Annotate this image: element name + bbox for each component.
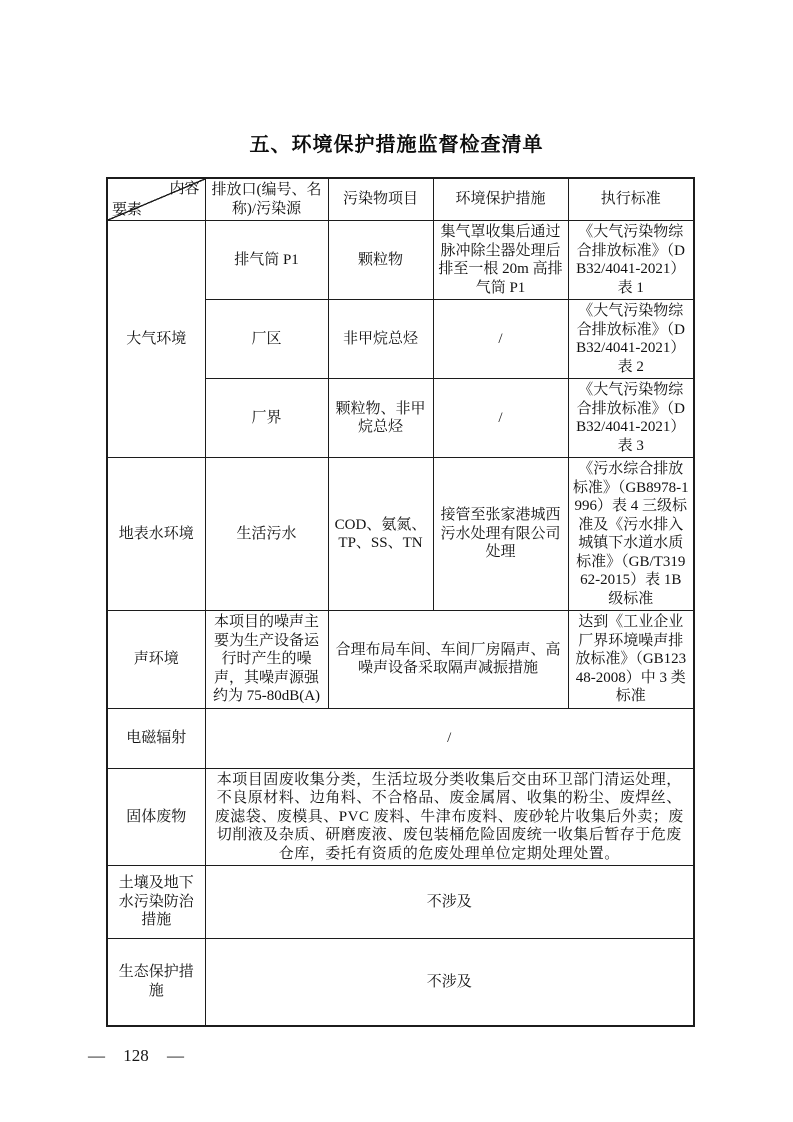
table-row-solid-waste [107, 768, 694, 866]
table-row-noise [107, 611, 694, 709]
cell-factor-noise: 声环境 [107, 611, 205, 709]
cell-factor-emr: 电磁辐射 [107, 708, 205, 768]
corner-label-factor: 要素 [112, 201, 143, 218]
cell-air1-standard: 《大气污染物综合排放标准》（DB32/4041-2021）表 1 [568, 221, 694, 300]
header-pollutant: 污染物项目 [328, 178, 433, 221]
corner-label-content: 内容 [169, 181, 200, 197]
cell-noise-measure: 合理布局车间、车间厂房隔声、高噪声设备采取隔声减振措施 [328, 611, 568, 709]
cell-ecology-value: 不涉及 [205, 939, 694, 1026]
cell-air2-outlet: 厂区 [205, 300, 328, 379]
header-outlet: 排放口(编号、名称)/污染源 [205, 178, 328, 221]
cell-noise-source: 本项目的噪声主要为生产设备运行时产生的噪声，其噪声源强约为 75-80dB(A) [205, 611, 328, 709]
cell-factor-soil: 土壤及地下水污染防治措施 [107, 866, 205, 939]
page-number: — 128 — [88, 1046, 184, 1065]
cell-noise-standard: 达到《工业企业厂界环境噪声排放标准》（GB12348-2008）中 3 类标准 [568, 611, 694, 709]
cell-water-outlet: 生活污水 [205, 458, 328, 611]
cell-air2-pollutant: 非甲烷总烃 [328, 300, 433, 379]
table-header-row [107, 178, 694, 221]
cell-air3-pollutant: 颗粒物、非甲烷总烃 [328, 379, 433, 458]
corner-header-cell [107, 178, 205, 221]
header-measure: 环境保护措施 [433, 178, 568, 221]
cell-air1-outlet: 排气筒 P1 [205, 221, 328, 300]
header-standard: 执行标准 [568, 178, 694, 221]
cell-water-standard: 《污水综合排放标准》（GB8978-1996）表 4 三级标准及《污水排入城镇下水道水质标准》（GB/T31962-2015）表 1B 级标准 [568, 458, 694, 611]
cell-factor-solid-waste: 固体废物 [107, 768, 205, 866]
page-title: 五、环境保护措施监督检查清单 [249, 134, 544, 156]
cell-soil-value: 不涉及 [205, 866, 694, 939]
cell-solid-waste-value: 本项目固废收集分类，生活垃圾分类收集后交由环卫部门清运处理，不良原材料、边角料、不合格品、废金属屑、收集的粉尘、废焊丝、废滤袋、废模具、PVC 废料、牛津布废料、废砂轮片收集后外卖；废切削液及杂质、研磨废液、废包装桶危险固废统一收集后暂存于危废仓库，委托有资质的危废处理单位定期处理处置。 [205, 768, 694, 866]
cell-air1-pollutant: 颗粒物 [328, 221, 433, 300]
cell-air1-measure: 集气罩收集后通过脉冲除尘器处理后排至一根 20m 高排气筒 P1 [433, 221, 568, 300]
cell-air2-measure: / [433, 300, 568, 379]
cell-water-measure: 接管至张家港城西污水处理有限公司处理 [433, 458, 568, 611]
table-row-emr [107, 708, 694, 768]
table-row-ecology [107, 939, 694, 1026]
cell-water-pollutant: COD、氨氮、TP、SS、TN [328, 458, 433, 611]
table-row-air-1 [107, 221, 694, 300]
cell-factor-water: 地表水环境 [107, 458, 205, 611]
table-row-water [107, 458, 694, 611]
inspection-checklist-table [106, 177, 695, 1027]
cell-air2-standard: 《大气污染物综合排放标准》（DB32/4041-2021）表 2 [568, 300, 694, 379]
cell-air3-outlet: 厂界 [205, 379, 328, 458]
cell-air3-standard: 《大气污染物综合排放标准》（DB32/4041-2021）表 3 [568, 379, 694, 458]
cell-emr-value: / [205, 708, 694, 768]
cell-factor-air: 大气环境 [107, 221, 205, 458]
cell-factor-ecology: 生态保护措施 [107, 939, 205, 1026]
cell-air3-measure: / [433, 379, 568, 458]
table-row-soil [107, 866, 694, 939]
